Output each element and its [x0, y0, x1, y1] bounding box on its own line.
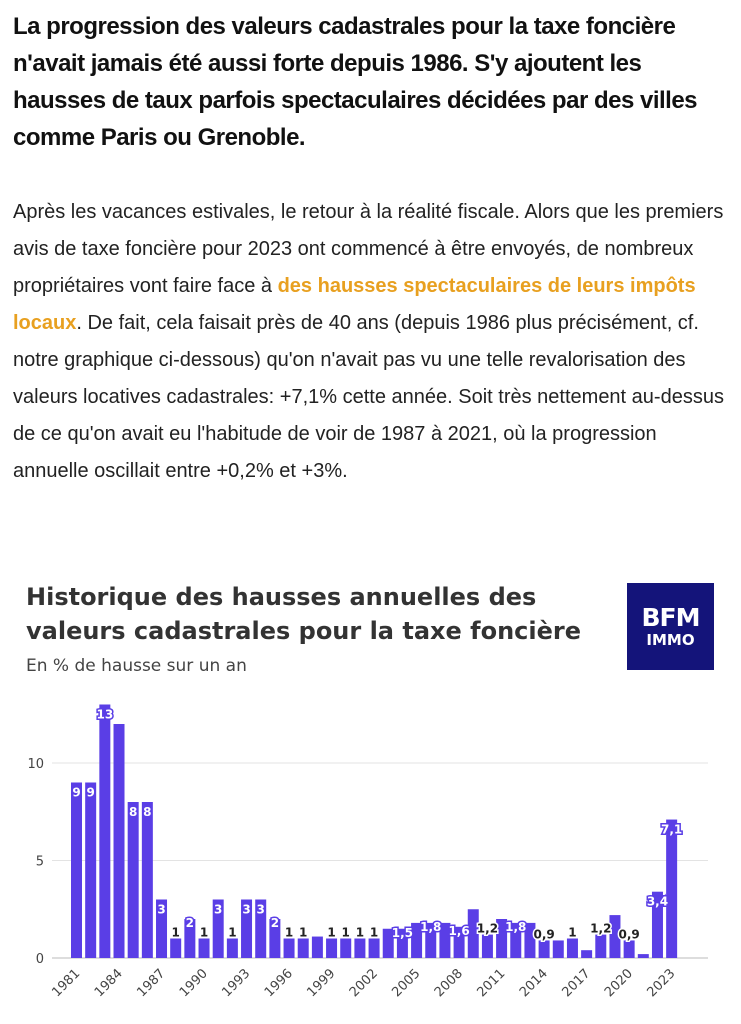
data-label: 8 [143, 805, 152, 819]
article-paragraph [13, 194, 733, 490]
bar [638, 954, 649, 958]
bar [199, 939, 210, 959]
data-label: 0,9 [618, 927, 640, 942]
bar [326, 939, 337, 959]
data-label: 1 [568, 925, 577, 940]
data-label: 13 [96, 707, 114, 722]
bfm-immo-logo [627, 583, 714, 670]
x-tick-label: 1990 [176, 966, 211, 1001]
x-tick-label: 2017 [559, 966, 594, 1001]
x-tick-label: 1999 [304, 966, 339, 1001]
bar [85, 783, 96, 959]
data-label: 1 [284, 925, 294, 940]
paragraph-text-start: Après les vacances estivales, le retour à la réalité fiscale. Alors que les premiers avis de taxe foncière pour 2023 ont commencé à être envoyés, de nombreux propriétaires vont faire face à [13, 201, 724, 297]
x-tick-label: 1996 [261, 966, 296, 1001]
bar [666, 820, 677, 958]
data-label: 1,2 [476, 921, 499, 936]
data-label: 1,5 [391, 925, 414, 940]
bar [553, 940, 564, 958]
x-tick-label: 2008 [431, 966, 466, 1001]
y-tick-label: 10 [27, 757, 44, 772]
data-label: 9 [72, 785, 81, 800]
x-tick-label: 2005 [389, 966, 424, 1001]
data-label: 1 [327, 925, 336, 940]
article-lead: La progression des valeurs cadastrales pour la taxe foncière n'avait jamais été aussi forte depuis 1986. S'y ajoutent les hausses de taux parfois spectaculaires décidées par des villes comme Paris ou Grenoble. [13, 13, 698, 151]
paragraph-text-end: . De fait, cela faisait près de 40 ans (depuis 1986 plus précisément, cf. notre graphique ci-dessous) qu'on n'avait pas vu une telle revalorisation des valeurs locatives cadastrales: +7,1% cette année. Soit très nettement au-dessus de ce qu'on avait eu l'habitude de voir de 1987 à 2021, où la progression annuelle oscillait entre +0,2% et +3%. [13, 312, 724, 482]
bar [581, 950, 592, 958]
chart-title: Historique des hausses annuelles des valeurs cadastrales pour la taxe foncière [26, 583, 581, 645]
data-label: 9 [86, 785, 95, 800]
bar [567, 939, 578, 959]
data-label: 1 [199, 925, 209, 940]
y-tick-label: 5 [35, 854, 44, 870]
data-label: 1,6 [448, 923, 470, 938]
y-tick-label: 0 [35, 952, 44, 967]
bar [312, 937, 323, 958]
data-label: 3 [256, 902, 265, 917]
x-tick-label: 1993 [219, 966, 254, 1001]
x-tick-label: 2011 [474, 966, 509, 1001]
logo-line-2: IMMO [646, 631, 695, 649]
data-label: 3 [157, 902, 166, 917]
x-tick-label: 2002 [346, 966, 381, 1001]
data-label: 1 [341, 925, 350, 940]
data-label: 1 [299, 925, 308, 940]
bar [298, 939, 309, 959]
bar [71, 783, 82, 959]
logo-line-1: BFM [641, 603, 700, 632]
bar [142, 802, 153, 958]
bar [128, 802, 139, 958]
data-label: 8 [129, 805, 138, 819]
bar [482, 935, 493, 958]
x-tick-label: 1987 [134, 966, 169, 1001]
article-link[interactable]: des hausses spectaculaires de leurs impôts locaux [13, 275, 696, 334]
x-tick-label: 2014 [516, 966, 551, 1001]
data-label: 1,8 [420, 919, 442, 934]
data-label: 2 [185, 916, 195, 930]
data-label: 1 [171, 925, 180, 940]
bar [595, 935, 606, 958]
bar [354, 939, 365, 959]
data-label: 3 [214, 902, 223, 917]
data-label: 0,9 [533, 927, 555, 942]
bar [340, 939, 351, 959]
bar [624, 940, 635, 958]
data-label: 7,1 [661, 822, 683, 837]
data-label: 2 [270, 916, 280, 930]
data-label: 1 [355, 925, 365, 940]
x-tick-label: 1984 [91, 966, 126, 1001]
data-label: 1 [228, 925, 237, 940]
bar [114, 724, 125, 958]
data-label: 1,2 [590, 921, 612, 936]
bar [284, 939, 295, 959]
data-label: 3 [242, 902, 251, 917]
bar [170, 939, 181, 959]
bar [369, 939, 380, 959]
bar [539, 940, 550, 958]
data-label: 3,4 [646, 894, 669, 909]
chart-subtitle: En % de hausse sur un an [26, 656, 247, 676]
data-label: 1,8 [505, 919, 527, 934]
bar [227, 939, 238, 959]
bar [99, 705, 110, 959]
bar-chart [0, 690, 741, 1024]
x-tick-label: 2020 [601, 966, 636, 1001]
data-label: 1 [369, 925, 379, 940]
x-tick-label: 2023 [644, 966, 679, 1001]
x-tick-label: 1981 [49, 966, 84, 1001]
